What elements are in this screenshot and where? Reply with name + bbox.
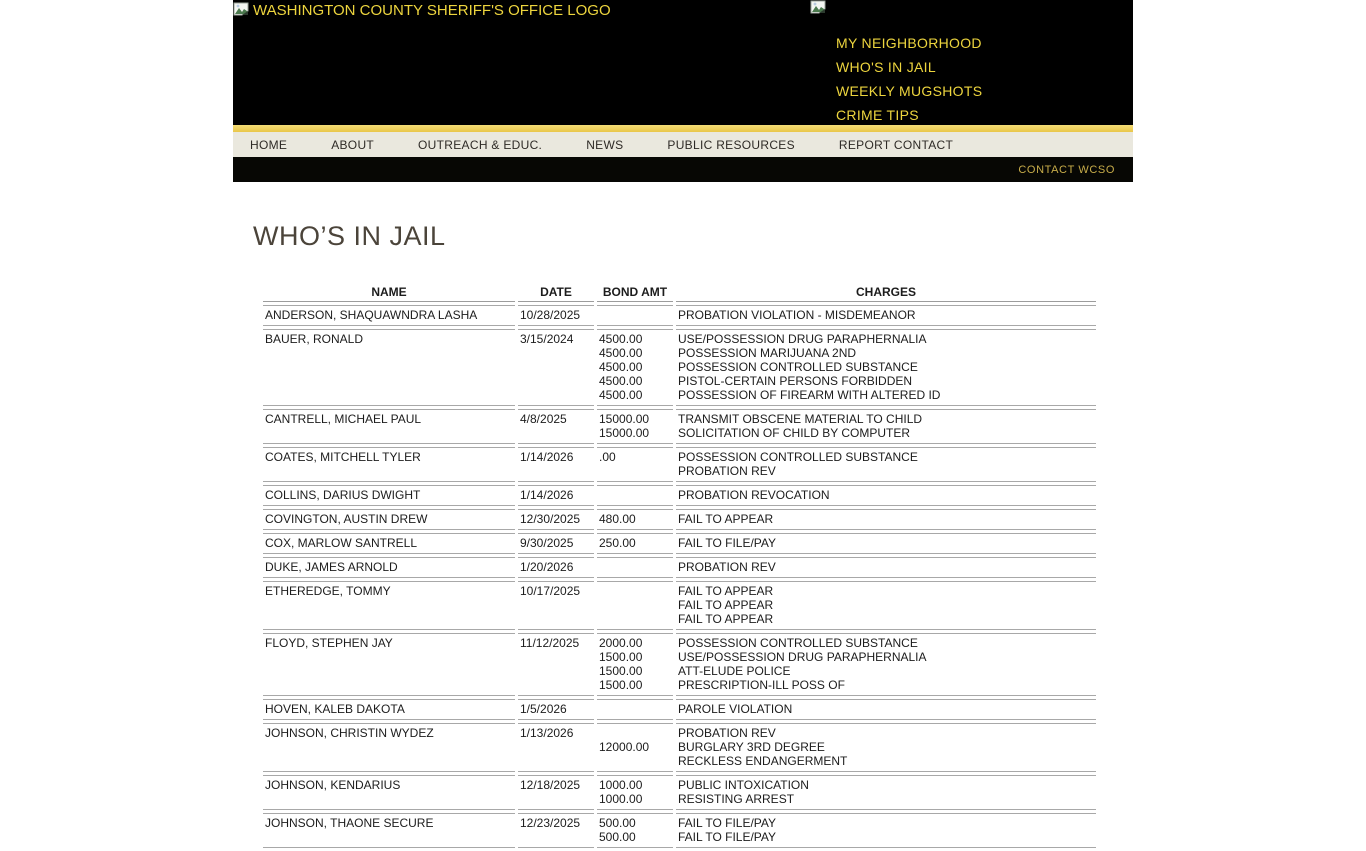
booking-date-cell: 12/23/2025 (518, 813, 594, 848)
bond-amount-line: 1000.00 (599, 778, 643, 792)
charge-line: PROBATION REV (678, 726, 776, 740)
table-row (263, 447, 1096, 482)
charge-line: FAIL TO FILE/PAY (678, 830, 777, 844)
bond-amount-line: 500.00 (599, 816, 636, 830)
charges-cell (676, 699, 1096, 720)
gold-divider (233, 125, 1133, 132)
charge-line: POSSESSION CONTROLLED SUBSTANCE (678, 636, 918, 650)
column-header-bond-amt: BOND AMT (597, 284, 673, 302)
charges-cell (676, 533, 1096, 554)
charge-line: FAIL TO APPEAR (678, 598, 774, 612)
booking-date-cell: 4/8/2025 (518, 409, 594, 444)
bond-amount-cell (597, 699, 673, 720)
booking-date-cell: 12/30/2025 (518, 509, 594, 530)
charge-line: USE/POSSESSION DRUG PARAPHERNALIA (678, 650, 927, 664)
nav-item-home[interactable]: HOME (250, 137, 288, 152)
charge-line: PROBATION REVOCATION (678, 488, 830, 502)
inmate-name-cell: DUKE, JAMES ARNOLD (263, 557, 515, 578)
bond-amount-cell (597, 329, 673, 406)
bond-amount-line: 500.00 (599, 830, 636, 844)
bond-amount-cell (597, 485, 673, 506)
charge-line: PRESCRIPTION-ILL POSS OF (678, 678, 845, 692)
charge-line: FAIL TO FILE/PAY (678, 816, 777, 830)
charges-cell (676, 447, 1096, 482)
charges-cell (676, 409, 1096, 444)
table-row (263, 699, 1096, 720)
charge-line: PISTOL-CERTAIN PERSONS FORBIDDEN (678, 374, 913, 388)
inmate-name-cell: JOHNSON, KENDARIUS (263, 775, 515, 810)
inmate-table-body (263, 305, 1096, 848)
bond-amount-cell (597, 447, 673, 482)
bond-amount-line: 12000.00 (599, 740, 650, 754)
charge-line: FAIL TO APPEAR (678, 512, 774, 526)
bond-amount-line: .00 (599, 450, 616, 464)
bond-amount-line: 4500.00 (599, 360, 643, 374)
charge-line: POSSESSION CONTROLLED SUBSTANCE (678, 450, 918, 464)
charges-cell (676, 581, 1096, 630)
bond-amount-line: 1500.00 (599, 678, 643, 692)
charge-line: RECKLESS ENDANGERMENT (678, 754, 848, 768)
inmate-name-cell: JOHNSON, CHRISTIN WYDEZ (263, 723, 515, 772)
table-row (263, 775, 1096, 810)
bond-amount-line (599, 726, 671, 740)
bond-amount-line: 4500.00 (599, 374, 643, 388)
inmate-name-cell: COATES, MITCHELL TYLER (263, 447, 515, 482)
booking-date-cell: 10/17/2025 (518, 581, 594, 630)
bond-amount-cell (597, 581, 673, 630)
quick-link-whos-in-jail[interactable]: WHO'S IN JAIL (836, 59, 936, 75)
bond-amount-line: 2000.00 (599, 636, 643, 650)
table-row (263, 723, 1096, 772)
charges-cell (676, 557, 1096, 578)
inmate-name-cell: ETHEREDGE, TOMMY (263, 581, 515, 630)
booking-date-cell: 11/12/2025 (518, 633, 594, 696)
column-header-date: DATE (518, 284, 594, 302)
broken-image-icon (233, 2, 251, 20)
charges-cell (676, 633, 1096, 696)
booking-date-cell: 1/20/2026 (518, 557, 594, 578)
quick-link-my-neighborhood[interactable]: MY NEIGHBORHOOD (836, 35, 982, 51)
charge-line: PAROLE VIOLATION (678, 702, 793, 716)
booking-date-cell: 12/18/2025 (518, 775, 594, 810)
nav-item-news[interactable]: NEWS (586, 137, 624, 152)
bond-amount-line: 1500.00 (599, 650, 643, 664)
booking-date-cell: 10/28/2025 (518, 305, 594, 326)
charge-line: POSSESSION OF FIREARM WITH ALTERED ID (678, 388, 941, 402)
inmate-name-cell: COLLINS, DARIUS DWIGHT (263, 485, 515, 506)
bond-amount-line: 15000.00 (599, 426, 650, 440)
charge-line: SOLICITATION OF CHILD BY COMPUTER (678, 426, 911, 440)
table-header-row (263, 284, 1096, 302)
table-row (263, 329, 1096, 406)
bond-amount-cell (597, 509, 673, 530)
inmate-table (260, 281, 1099, 851)
inmate-name-cell: CANTRELL, MICHAEL PAUL (263, 409, 515, 444)
table-row (263, 581, 1096, 630)
bond-amount-line: 1000.00 (599, 792, 643, 806)
charges-cell (676, 723, 1096, 772)
charge-line: PROBATION VIOLATION - MISDEMEANOR (678, 308, 916, 322)
page-title: WHO’S IN JAIL (253, 221, 446, 251)
site-header (233, 0, 1133, 125)
column-header-name: NAME (263, 284, 515, 302)
header-quick-links (836, 31, 982, 127)
inmate-name-cell: ANDERSON, SHAQUAWNDRA LASHA (263, 305, 515, 326)
bond-amount-line: 480.00 (599, 512, 636, 526)
table-row (263, 633, 1096, 696)
charge-line: TRANSMIT OBSCENE MATERIAL TO CHILD (678, 412, 923, 426)
charge-line: PUBLIC INTOXICATION (678, 778, 809, 792)
nav-item-public-resources[interactable]: PUBLIC RESOURCES (667, 137, 795, 152)
bond-amount-cell (597, 409, 673, 444)
booking-date-cell: 1/14/2026 (518, 447, 594, 482)
nav-item-report-contact[interactable]: REPORT CONTACT (838, 137, 954, 152)
bond-amount-line: 250.00 (599, 536, 636, 550)
bond-amount-cell (597, 633, 673, 696)
quick-link-weekly-mugshots[interactable]: WEEKLY MUGSHOTS (836, 83, 983, 99)
table-row (263, 409, 1096, 444)
site-logo-link[interactable] (233, 2, 611, 20)
nav-item-about[interactable]: ABOUT (331, 137, 375, 152)
charges-cell (676, 485, 1096, 506)
bond-amount-cell (597, 723, 673, 772)
column-header-charges: CHARGES (676, 284, 1096, 302)
bond-amount-cell (597, 533, 673, 554)
table-row (263, 813, 1096, 848)
inmate-name-cell: FLOYD, STEPHEN JAY (263, 633, 515, 696)
charge-line: FAIL TO APPEAR (678, 612, 774, 626)
inmate-name-cell: COVINGTON, AUSTIN DREW (263, 509, 515, 530)
utility-bar (233, 157, 1133, 182)
inmate-name-cell: JOHNSON, THAONE SECURE (263, 813, 515, 848)
booking-date-cell: 1/14/2026 (518, 485, 594, 506)
charges-cell (676, 329, 1096, 406)
page-content (233, 0, 1133, 851)
booking-date-cell: 3/15/2024 (518, 329, 594, 406)
table-row (263, 305, 1096, 326)
table-row (263, 509, 1096, 530)
charge-line: PROBATION REV (678, 464, 776, 478)
booking-date-cell: 1/13/2026 (518, 723, 594, 772)
charge-line: POSSESSION CONTROLLED SUBSTANCE (678, 360, 918, 374)
charge-line: RESISTING ARREST (678, 792, 795, 806)
bond-amount-line: 4500.00 (599, 346, 643, 360)
main-area (233, 221, 1133, 851)
charges-cell (676, 813, 1096, 848)
logo-alt-text: WASHINGTON COUNTY SHERIFF'S OFFICE LOGO (253, 2, 611, 19)
booking-date-cell: 9/30/2025 (518, 533, 594, 554)
inmate-name-cell: COX, MARLOW SANTRELL (263, 533, 515, 554)
booking-date-cell: 1/5/2026 (518, 699, 594, 720)
table-row (263, 485, 1096, 506)
bond-amount-line: 4500.00 (599, 332, 643, 346)
bond-amount-line: 1500.00 (599, 664, 643, 678)
charge-line: POSSESSION MARIJUANA 2ND (678, 346, 857, 360)
charge-line: BURGLARY 3RD DEGREE (678, 740, 825, 754)
main-nav (233, 132, 1133, 157)
bond-amount-line: 4500.00 (599, 388, 643, 402)
bond-amount-cell (597, 305, 673, 326)
bond-amount-cell (597, 775, 673, 810)
bond-amount-cell (597, 557, 673, 578)
charges-cell (676, 305, 1096, 326)
table-row (263, 557, 1096, 578)
charge-line: ATT-ELUDE POLICE (678, 664, 791, 678)
bond-amount-cell (597, 813, 673, 848)
quick-link-crime-tips[interactable]: CRIME TIPS (836, 107, 919, 123)
charge-line: FAIL TO APPEAR (678, 584, 774, 598)
charge-line: USE/POSSESSION DRUG PARAPHERNALIA (678, 332, 927, 346)
charge-line: PROBATION REV (678, 560, 776, 574)
broken-image-icon (810, 0, 828, 18)
table-row (263, 533, 1096, 554)
charges-cell (676, 509, 1096, 530)
bond-amount-line (599, 754, 671, 768)
inmate-name-cell: BAUER, RONALD (263, 329, 515, 406)
nav-item-outreach-educ[interactable]: OUTREACH & EDUC. (418, 137, 543, 152)
contact-wcso-link[interactable]: CONTACT WCSO (1018, 163, 1115, 176)
charge-line: FAIL TO FILE/PAY (678, 536, 777, 550)
bond-amount-line: 15000.00 (599, 412, 650, 426)
charges-cell (676, 775, 1096, 810)
inmate-name-cell: HOVEN, KALEB DAKOTA (263, 699, 515, 720)
